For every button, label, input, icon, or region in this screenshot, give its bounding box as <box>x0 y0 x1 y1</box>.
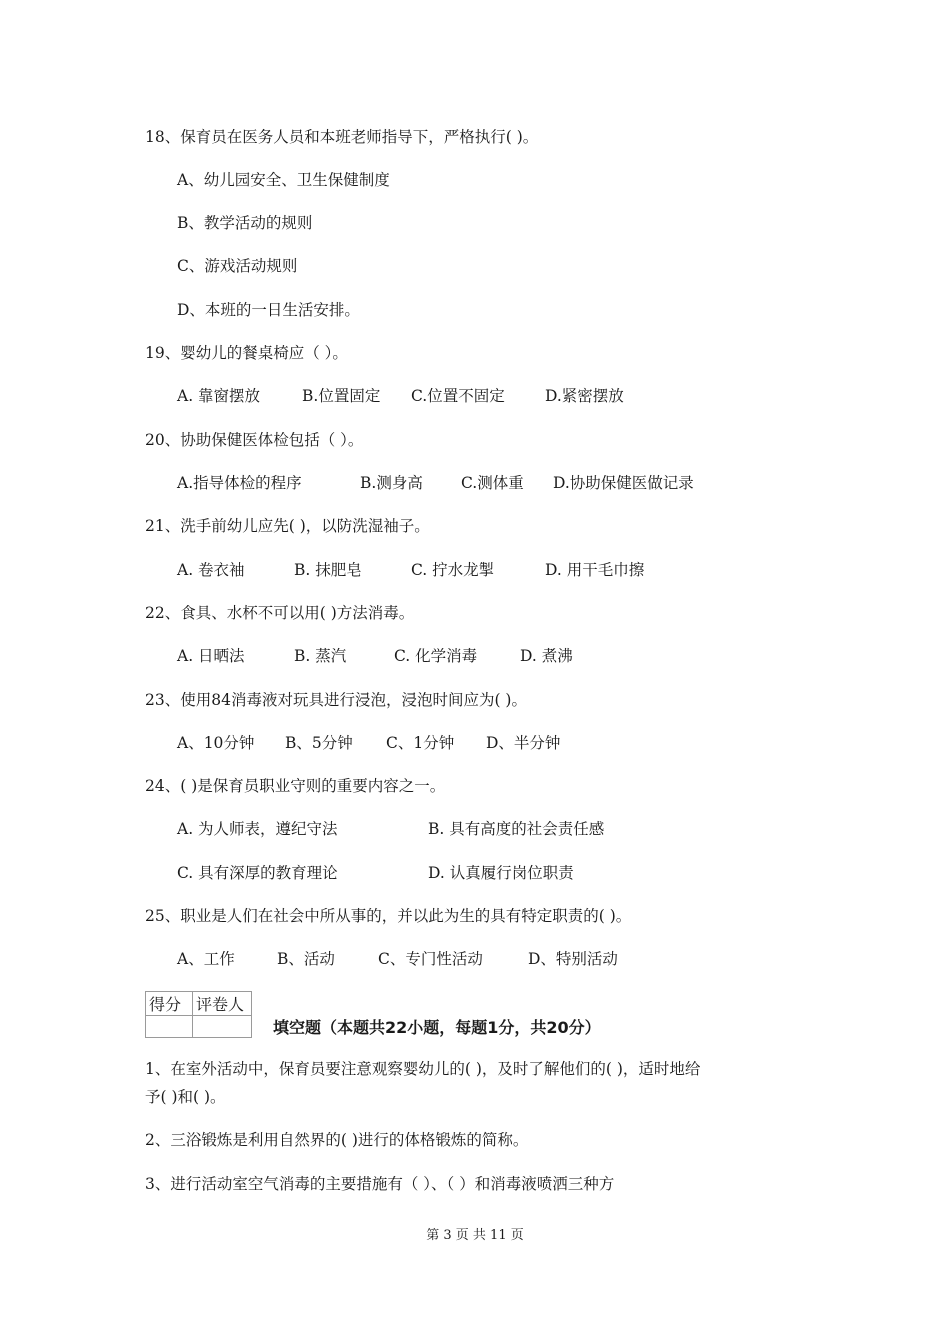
question-23-option-a: A、10分钟 <box>177 734 255 752</box>
question-21-option-b: B. 抹肥皂 <box>294 561 362 579</box>
question-20-stem: 20、协助保健医体检包括（ ）。 <box>145 431 364 449</box>
question-22-option-d: D. 煮沸 <box>520 647 573 665</box>
page-footer: 第 3 页 共 11 页 <box>426 1228 524 1243</box>
question-25-option-d: D、特别活动 <box>528 950 618 968</box>
fill-blank-1-line-1: 1、在室外活动中，保育员要注意观察婴幼儿的( )，及时了解他们的( )，适时地给 <box>145 1060 701 1078</box>
question-25-option-b: B、活动 <box>277 950 335 968</box>
question-24-option-b: B. 具有高度的社会责任感 <box>428 820 605 838</box>
question-22-option-a: A. 日晒法 <box>177 647 245 665</box>
question-19-option-c: C.位置不固定 <box>411 387 505 405</box>
question-23-option-c: C、1分钟 <box>386 734 455 752</box>
question-19-stem: 19、婴幼儿的餐桌椅应（ ）。 <box>145 344 348 362</box>
question-21-option-c: C. 拧水龙掣 <box>411 561 495 579</box>
question-22-option-b: B. 蒸汽 <box>294 647 347 665</box>
question-18-stem: 18、保育员在医务人员和本班老师指导下，严格执行( )。 <box>145 128 539 146</box>
fill-blank-1-line-2: 予( )和( )。 <box>145 1088 226 1106</box>
question-18-option-c: C、游戏活动规则 <box>177 257 298 275</box>
question-21-stem: 21、洗手前幼儿应先( )，以防洗湿袖子。 <box>145 517 430 535</box>
question-22-stem: 22、食具、水杯不可以用( )方法消毒。 <box>145 604 415 622</box>
question-20-option-c: C.测体重 <box>461 474 524 492</box>
question-20-option-d: D.协助保健医做记录 <box>553 474 694 492</box>
question-19-option-b: B.位置固定 <box>302 387 381 405</box>
question-18-option-a: A、幼儿园安全、卫生保健制度 <box>177 171 390 189</box>
question-23-option-d: D、半分钟 <box>486 734 561 752</box>
question-24-option-c: C. 具有深厚的教育理论 <box>177 864 338 882</box>
question-18-option-b: B、教学活动的规则 <box>177 214 313 232</box>
question-25-option-a: A、工作 <box>177 950 235 968</box>
score-cell <box>146 1016 193 1038</box>
question-19-option-d: D.紧密摆放 <box>545 387 624 405</box>
grader-label: 评卷人 <box>193 992 252 1016</box>
score-box <box>145 991 252 1038</box>
question-24-option-a: A. 为人师表，遵纪守法 <box>177 820 338 838</box>
question-19-option-a: A. 靠窗摆放 <box>177 387 261 405</box>
score-label: 得分 <box>146 992 193 1016</box>
question-18-option-d: D、本班的一日生活安排。 <box>177 301 360 319</box>
section-title: 填空题（本题共22小题，每题1分，共20分） <box>273 1018 601 1037</box>
question-23-stem: 23、使用84消毒液对玩具进行浸泡，浸泡时间应为( )。 <box>145 691 527 709</box>
question-23-option-b: B、5分钟 <box>285 734 353 752</box>
question-25-stem: 25、职业是人们在社会中所从事的，并以此为生的具有特定职责的( )。 <box>145 907 632 925</box>
question-24-stem: 24、( )是保育员职业守则的重要内容之一。 <box>145 777 446 795</box>
question-25-option-c: C、专门性活动 <box>378 950 483 968</box>
question-24-option-d: D. 认真履行岗位职责 <box>428 864 574 882</box>
question-21-option-a: A. 卷衣袖 <box>177 561 245 579</box>
question-20-option-a: A.指导体检的程序 <box>177 474 302 492</box>
question-22-option-c: C. 化学消毒 <box>394 647 478 665</box>
fill-blank-3: 3、进行活动室空气消毒的主要措施有（ ）、（ ）和消毒液喷洒三种方 <box>145 1175 615 1193</box>
question-20-option-b: B.测身高 <box>360 474 423 492</box>
fill-blank-2: 2、三浴锻炼是利用自然界的( )进行的体格锻炼的简称。 <box>145 1131 529 1149</box>
grader-cell <box>193 1016 252 1038</box>
question-21-option-d: D. 用干毛巾擦 <box>545 561 645 579</box>
